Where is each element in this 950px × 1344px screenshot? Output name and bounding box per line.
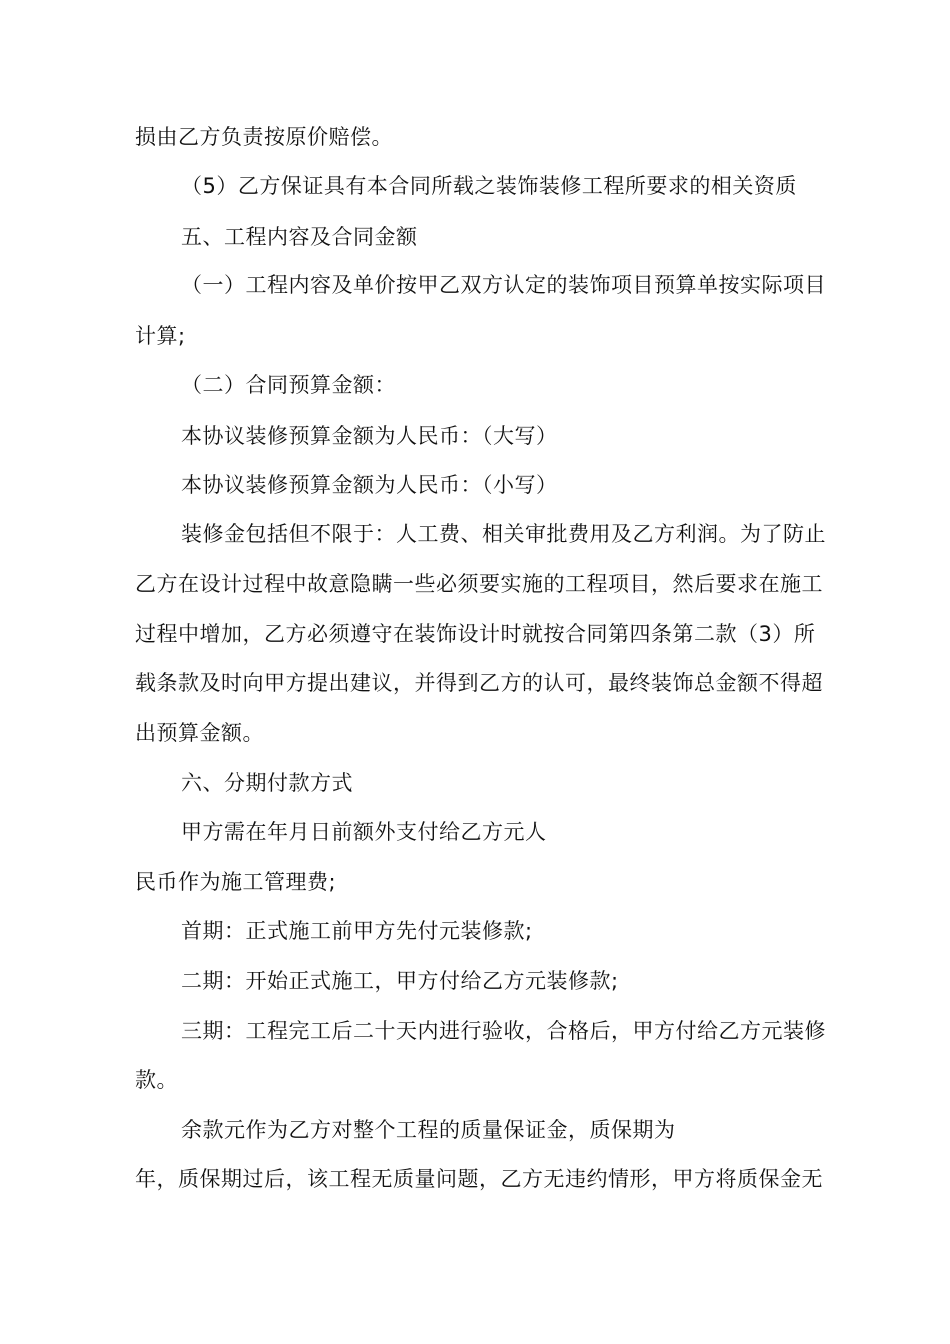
- text-line: 首期：正式施工前甲方先付元装修款;: [181, 919, 533, 943]
- text-line: 二期：开始正式施工，甲方付给乙方元装修款;: [181, 969, 619, 993]
- text-line: 计算;: [135, 324, 186, 348]
- text-line: 余款元作为乙方对整个工程的质量保证金，质保期为: [181, 1118, 676, 1142]
- text-line: 本协议装修预算金额为人民币：（大写）: [181, 424, 558, 448]
- section-heading: 六、分期付款方式: [181, 771, 353, 795]
- text-line: 三期：工程完工后二十天内进行验收，合格后，甲方付给乙方元装修: [181, 1019, 826, 1043]
- text-line: 过程中增加，乙方必须遵守在装饰设计时就按合同第四条第二款（3）所: [135, 622, 816, 646]
- text-line: 出预算金额。: [135, 721, 264, 745]
- text-line: 装修金包括但不限于：人工费、相关审批费用及乙方利润。为了防止: [181, 522, 826, 546]
- text-line: 甲方需在年月日前额外支付给乙方元人: [181, 820, 547, 844]
- text-line: 民币作为施工管理费;: [135, 870, 337, 894]
- text-line: 款。: [135, 1068, 178, 1092]
- text-line: （5）乙方保证具有本合同所载之装饰装修工程所要求的相关资质: [181, 174, 797, 198]
- text-line: 损由乙方负责按原价赔偿。: [135, 125, 393, 149]
- text-line: 年，质保期过后，该工程无质量问题，乙方无违约情形，甲方将质保金无: [135, 1167, 823, 1191]
- text-line: 载条款及时向甲方提出建议，并得到乙方的认可，最终装饰总金额不得超: [135, 671, 823, 695]
- text-line: （一）工程内容及单价按甲乙双方认定的装饰项目预算单按实际项目: [181, 273, 826, 297]
- text-line: （二）合同预算金额：: [181, 373, 396, 397]
- text-line: 乙方在设计过程中故意隐瞒一些必须要实施的工程项目，然后要求在施工: [135, 572, 823, 596]
- text-line: 本协议装修预算金额为人民币：（小写）: [181, 473, 558, 497]
- section-heading: 五、工程内容及合同金额: [181, 225, 418, 249]
